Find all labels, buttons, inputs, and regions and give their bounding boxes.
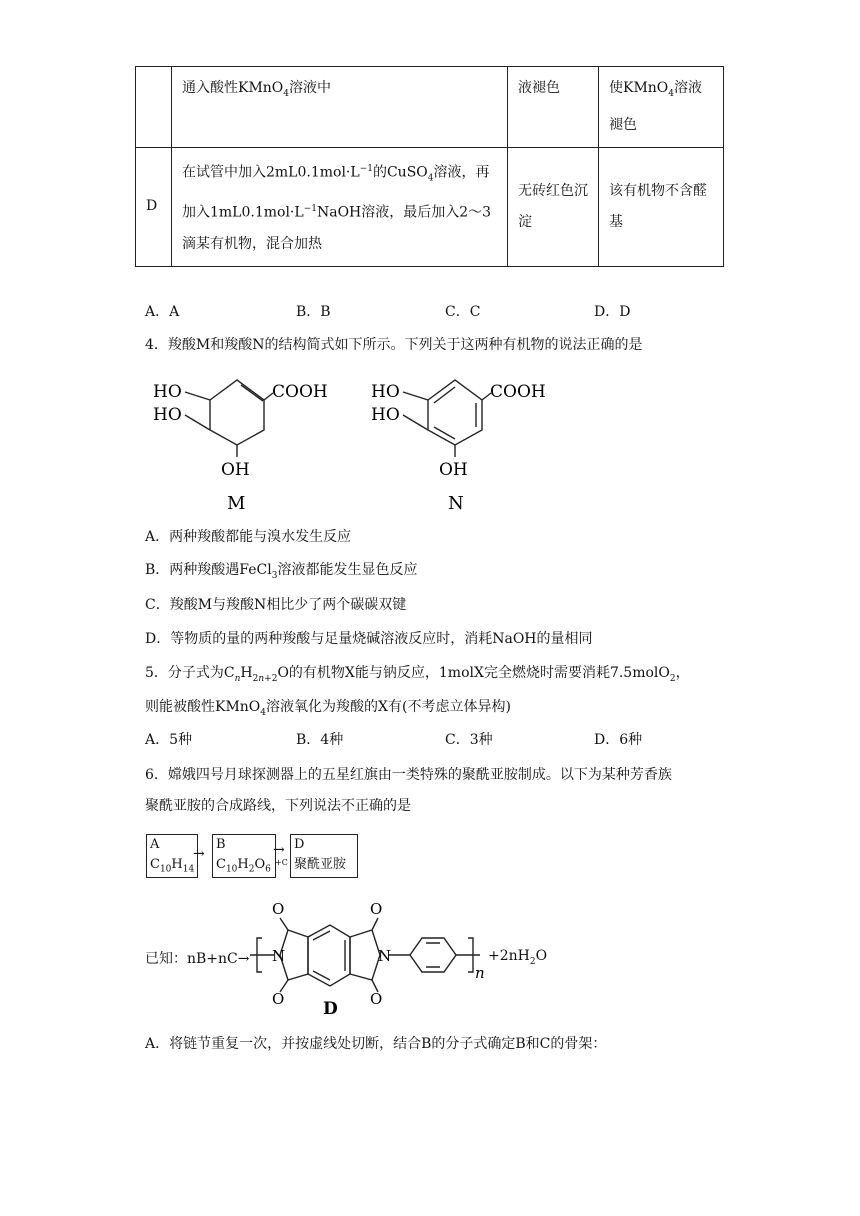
arrow-icon: →: [273, 842, 285, 858]
box-a-label: A: [150, 837, 160, 852]
q5-option-a: A．5种: [145, 732, 193, 748]
q4-option-c: C．羧酸M与羧酸N相比少了两个碳碳双键: [145, 597, 407, 613]
m-ho-1: HO: [153, 382, 182, 402]
m-ho-2: HO: [153, 405, 182, 425]
route-box-d: [290, 834, 358, 878]
q5-option-d: D．6种: [594, 732, 643, 748]
m-cooh: COOH: [272, 382, 328, 402]
arrow-icon: →: [193, 846, 205, 862]
n-ho-1: HO: [371, 382, 400, 402]
q4-option-d: D．等物质的量的两种羧酸与足量烧碱溶液反应时，消耗NaOH的量相同: [145, 631, 593, 647]
q4-option-b: B．两种羧酸遇FeCl$_3$溶液都能发生显色反应: [145, 562, 418, 581]
q6-stem-line1: 6．嫦娥四号月球探测器上的五星红旗由一类特殊的聚酰亚胺制成。以下为某种芳香族: [145, 767, 672, 783]
q5-stem-line1: 5．分子式为$C_nH_{2n+2}O$的有机物X能与钠反应，1molX完全燃烧时需要消耗7.5molO$_2$，: [145, 665, 690, 684]
q3-option-d: D．D: [594, 304, 631, 320]
route-box-a: [146, 834, 198, 878]
n-cooh: COOH: [490, 382, 546, 402]
q5-option-c: C．3种: [445, 732, 493, 748]
table-row: [136, 67, 724, 148]
n-oh: OH: [439, 460, 468, 480]
q4-structures: [145, 365, 575, 515]
q5-option-b: B．4种: [296, 732, 344, 748]
box-d-label: D: [294, 837, 305, 852]
o-atom: O: [370, 900, 383, 918]
table-row: [136, 147, 724, 266]
experiment-table: [135, 66, 724, 267]
q3-option-b: B．B: [296, 304, 331, 320]
phenomenon-cell: 液褪色: [508, 67, 599, 148]
n-label: N: [448, 493, 464, 514]
o-atom: O: [370, 990, 383, 1008]
structure-m: [185, 380, 273, 457]
operation-cell: 通入酸性KMnO$_4$溶液中: [172, 67, 508, 148]
q6-stem-line2: 聚酰亚胺的合成路线，下列说法不正确的是: [145, 798, 411, 814]
structure-n: [403, 380, 491, 457]
n-atom: N: [272, 947, 286, 965]
route-box-b: [212, 834, 276, 878]
conclusion-cell: 该有机物不含醛基: [599, 147, 724, 266]
n-ho-2: HO: [371, 405, 400, 425]
n-atom: N: [378, 947, 392, 965]
phenomenon-cell: 无砖红色沉淀: [508, 147, 599, 266]
d-label: D: [323, 999, 338, 1019]
q6-option-a: A．将链节重复一次，并按虚线处切断，结合B的分子式确定B和C的骨架：: [145, 1036, 607, 1052]
operation-cell: 在试管中加入$2mL0.1mol\cdot L^{-1}$的CuSO$_4$溶液，再加入$1mL0.1mol\cdot L^{-1}NaOH$溶液，最后加入2～3滴某有机物，混合加热: [172, 147, 508, 266]
plus-c-label: +C: [275, 858, 288, 867]
row-label: [136, 67, 172, 148]
m-oh: OH: [221, 460, 250, 480]
q4-option-a: A．两种羧酸都能与溴水发生反应: [145, 529, 352, 545]
box-d-name: 聚酰亚胺: [294, 857, 347, 872]
conclusion-cell: 使KMnO$_4$溶液 褪色: [599, 67, 724, 148]
repeat-n: n: [475, 964, 485, 982]
known-suffix: $+2nH_2O$: [488, 948, 548, 967]
q5-stem-line2: 则能被酸性KMnO$_4$溶液氧化为羧酸的X有(不考虑立体异构): [145, 699, 511, 718]
box-b-formula: $C_{10}H_2O_6$: [216, 857, 271, 875]
row-label: D: [136, 147, 172, 266]
box-b-label: B: [216, 837, 226, 852]
o-atom: O: [272, 990, 285, 1008]
q3-option-a: A．A: [145, 304, 180, 320]
m-label: M: [227, 493, 246, 514]
known-prefix: 已知：nB+nC→: [145, 951, 250, 967]
q4-stem: 4．羧酸M和羧酸N的结构简式如下所示。下列关于这两种有机物的说法正确的是: [145, 337, 643, 353]
q3-option-c: C．C: [445, 304, 481, 320]
o-atom: O: [272, 900, 285, 918]
box-a-formula: $C_{10}H_{14}$: [150, 857, 195, 875]
